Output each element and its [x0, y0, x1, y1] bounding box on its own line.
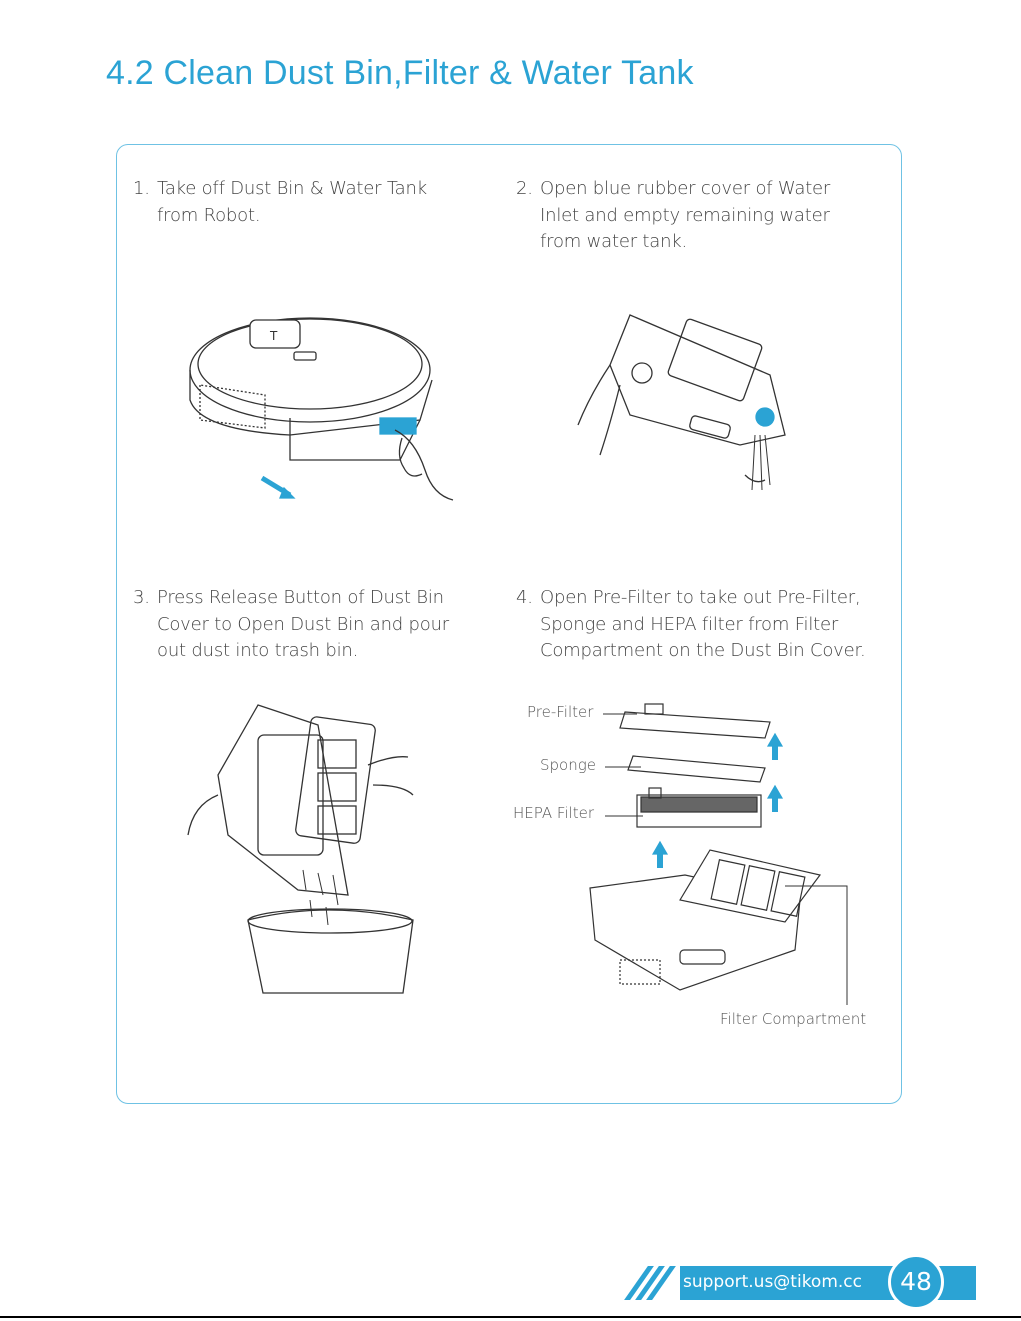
drain-water-tank-illustration [570, 305, 800, 495]
sponge-label: Sponge [540, 756, 596, 774]
step-4 [516, 585, 866, 665]
empty-dustbin-illustration [178, 695, 428, 1000]
pre-filter-label: Pre-Filter [527, 703, 594, 721]
step-text-line: Open blue rubber cover of Water [540, 178, 831, 199]
step-text-line: Press Release Button of Dust Bin [157, 587, 444, 608]
step-text-line: from water tank. [540, 231, 688, 252]
step-text-line: Inlet and empty remaining water [540, 204, 830, 226]
svg-text:T: T [270, 329, 278, 343]
step-number: 1. [133, 178, 150, 199]
step-text-line: Cover to Open Dust Bin and pour [157, 613, 449, 635]
step-2 [516, 176, 830, 256]
step-3 [133, 585, 449, 665]
filter-exploded-diagram [585, 700, 865, 1010]
step-text-line: Take off Dust Bin & Water Tank [157, 178, 427, 199]
robot-remove-dustbin-illustration [170, 300, 470, 520]
page-title: 4.2 Clean Dust Bin,Filter & Water Tank [106, 54, 694, 92]
step-number: 4. [516, 587, 533, 608]
step-number: 2. [516, 178, 533, 199]
filter-compartment-label: Filter Compartment [720, 1010, 867, 1028]
page-number: 48 [888, 1254, 944, 1310]
step-text-line: Compartment on the Dust Bin Cover. [540, 640, 866, 661]
support-email[interactable]: support.us@tikom.cc [683, 1272, 862, 1292]
step-text-line: out dust into trash bin. [157, 640, 359, 661]
step-text-line: from Robot. [157, 204, 261, 226]
hepa-filter-label: HEPA Filter [513, 804, 595, 822]
page-bottom-rule [0, 1316, 1021, 1318]
step-1 [133, 176, 427, 229]
step-text-line: Open Pre-Filter to take out Pre-Filter, [540, 587, 861, 608]
step-number: 3. [133, 587, 150, 608]
step-text-line: Sponge and HEPA filter from Filter [540, 613, 839, 635]
